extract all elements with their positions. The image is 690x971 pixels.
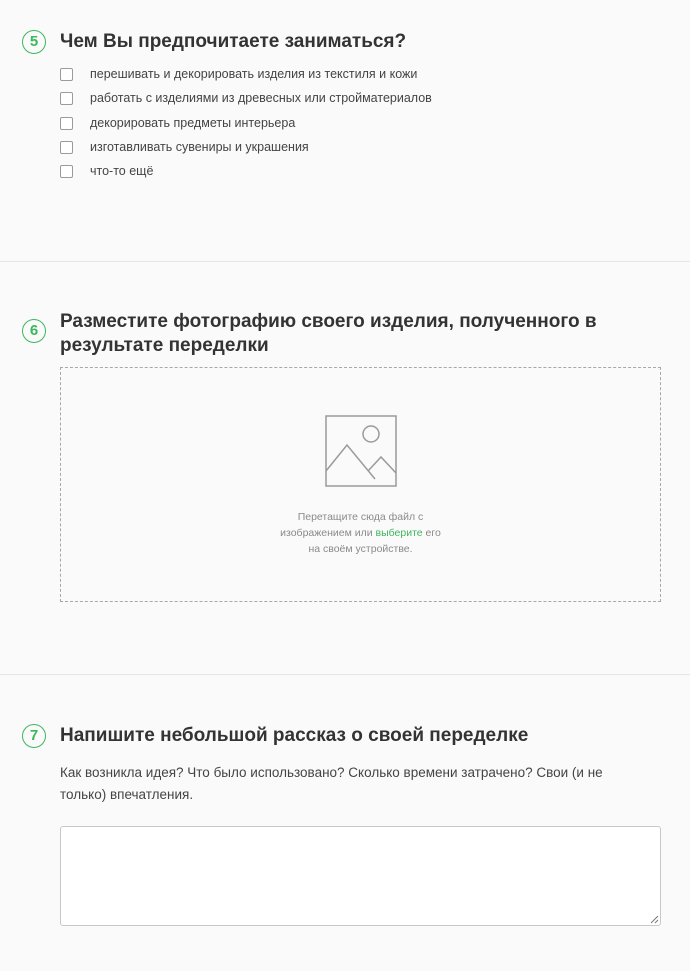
resize-grip-icon[interactable] — [650, 915, 659, 924]
upload-line-1: Перетащите сюда файл с — [297, 511, 424, 523]
upload-line-2 — [61, 525, 660, 541]
option-wood[interactable] — [60, 90, 432, 106]
option-other[interactable] — [60, 163, 153, 179]
choose-file-link[interactable]: выберите — [375, 527, 423, 539]
story-textarea[interactable] — [60, 826, 661, 926]
option-label: изготавливать сувениры и украшения — [90, 140, 309, 154]
option-label: работать с изделиями из древесных или стройматериалов — [90, 91, 432, 105]
option-textile[interactable] — [60, 66, 417, 82]
checkbox[interactable] — [60, 141, 73, 154]
upload-instructions — [61, 509, 660, 557]
option-interior[interactable] — [60, 115, 295, 131]
upload-text-before: изображением или — [280, 527, 376, 539]
question-5-number: 5 — [22, 30, 46, 54]
option-label: декорировать предметы интерьера — [90, 116, 296, 130]
image-placeholder-icon — [325, 415, 397, 487]
question-7-description: Как возникла идея? Что было использовано? Сколько времени затрачено? Свои (и не только) впечатления. — [60, 765, 603, 802]
option-label: что-то ещё — [90, 164, 154, 178]
checkbox[interactable] — [60, 165, 73, 178]
photo-upload-dropzone[interactable] — [60, 367, 661, 602]
section-divider — [0, 261, 690, 262]
upload-text-after: его — [422, 527, 441, 539]
checkbox[interactable] — [60, 68, 73, 81]
question-5-title: Чем Вы предпочитаете заниматься? — [60, 31, 407, 52]
option-souvenirs[interactable] — [60, 139, 309, 155]
question-6-title: Разместите фотографию своего изделия, полученного в результате переделки — [60, 311, 597, 356]
checkbox[interactable] — [60, 92, 73, 105]
question-6-number: 6 — [22, 319, 46, 343]
option-label: перешивать и декорировать изделия из текстиля и кожи — [90, 67, 418, 81]
upload-line-3: на своём устройстве. — [308, 543, 413, 555]
question-7-title: Напишите небольшой рассказ о своей переделке — [60, 725, 529, 746]
checkbox[interactable] — [60, 117, 73, 130]
section-divider — [0, 674, 690, 675]
question-7-number: 7 — [22, 724, 46, 748]
